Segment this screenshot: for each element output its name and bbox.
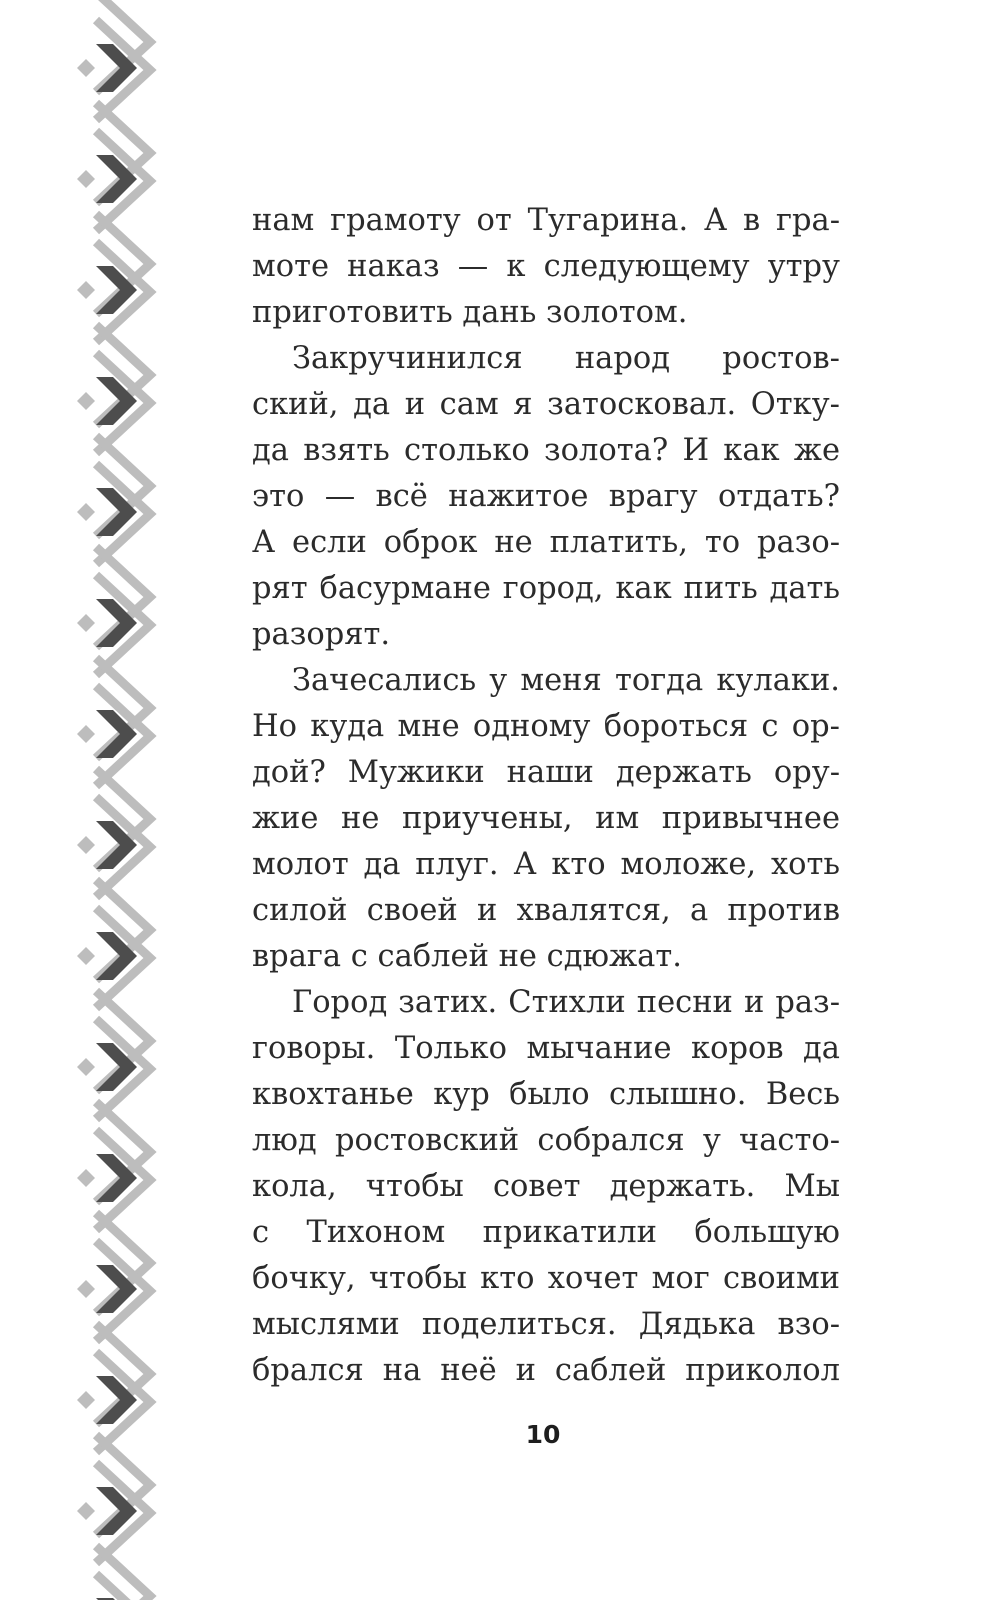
text-line: нам грамоту от Тугарина. А в гра-	[252, 203, 840, 238]
text-line: да взять столько золота? И как же	[252, 433, 840, 468]
chevron-motif-icon	[77, 880, 150, 1008]
chevron-motif-icon	[77, 103, 150, 231]
chevron-motif-icon	[77, 1546, 150, 1600]
text-line: с Тихоном прикатили большую	[252, 1215, 840, 1250]
chevron-motif-icon	[77, 1102, 150, 1230]
text-line: моте наказ — к следующему утру	[252, 249, 840, 284]
chevron-border-ornament	[0, 0, 200, 1600]
chevron-motif-icon	[77, 0, 150, 120]
text-line: люд ростовский собрался у часто-	[252, 1123, 840, 1158]
chevron-motif-icon	[77, 214, 150, 342]
text-line: А если оброк не платить, то разо-	[252, 525, 840, 560]
chevron-motif-icon	[77, 991, 150, 1119]
text-line: это — всё нажитое врагу отдать?	[252, 479, 840, 514]
text-line: жие не приучены, им привычнее	[252, 801, 840, 836]
text-line: разорят.	[252, 617, 391, 652]
text-line: говоры. Только мычание коров да	[252, 1031, 840, 1066]
paragraph	[252, 198, 840, 336]
text-line: кола, чтобы совет держать. Мы	[252, 1169, 840, 1204]
text-line: Город затих. Стихли песни и раз-	[292, 985, 840, 1020]
body-text	[252, 198, 840, 1394]
text-line: рят басурмане город, как пить дать	[252, 571, 840, 606]
chevron-motif-icon	[77, 1213, 150, 1341]
text-line: приготовить дань золотом.	[252, 295, 688, 330]
text-line: молот да плуг. А кто моложе, хоть	[252, 847, 840, 882]
text-line: дой? Мужики наши держать ору-	[252, 755, 840, 790]
text-line: брался на неё и саблей приколол	[252, 1353, 840, 1388]
chevron-motif-icon	[77, 325, 150, 453]
chevron-motif-icon	[77, 769, 150, 897]
page-number: 10	[525, 1420, 561, 1449]
text-line: квохтанье кур было слышно. Весь	[252, 1077, 840, 1112]
text-line: врага с саблей не сдюжат.	[252, 939, 682, 974]
text-line: Зачесались у меня тогда кулаки.	[292, 663, 840, 698]
text-line: ский, да и сам я затосковал. Отку-	[252, 387, 840, 422]
text-line: Закручинился народ ростов-	[292, 341, 840, 376]
paragraph	[252, 980, 840, 1394]
text-line: бочку, чтобы кто хочет мог своими	[252, 1261, 840, 1296]
chevron-motif-icon	[77, 1435, 150, 1563]
text-line: мыслями поделиться. Дядька взо-	[252, 1307, 840, 1342]
text-line: Но куда мне одному бороться с ор-	[252, 709, 840, 744]
text-line: силой своей и хвалятся, а против	[252, 893, 840, 928]
chevron-motif-icon	[77, 436, 150, 564]
paragraph	[252, 658, 840, 980]
chevron-motif-icon	[77, 658, 150, 786]
chevron-motif-icon	[77, 547, 150, 675]
paragraph	[252, 336, 840, 658]
